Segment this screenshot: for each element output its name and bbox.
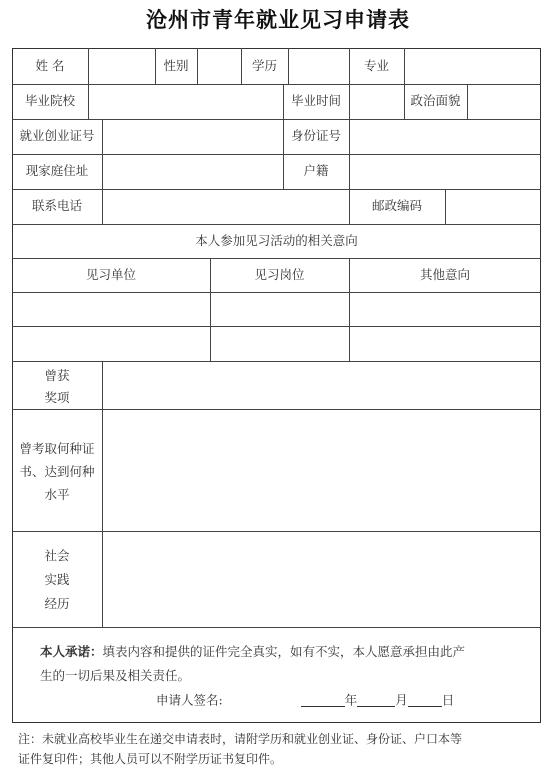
col-divider xyxy=(349,84,350,119)
col-divider xyxy=(404,48,405,84)
label-gender: 性别 xyxy=(163,58,189,73)
label-household: 户籍 xyxy=(303,163,329,178)
column-internship-post: 见习岗位 xyxy=(254,267,305,282)
label-political-status: 政治面貌 xyxy=(410,93,461,108)
col-divider xyxy=(102,361,103,627)
label-home-address: 现家庭住址 xyxy=(25,163,89,178)
day-label: 日 xyxy=(441,692,455,708)
pledge-text-line2: 生的一切后果及相关责任。 xyxy=(40,668,191,683)
label-awards-line2: 奖项 xyxy=(44,390,70,405)
row-divider xyxy=(12,119,541,120)
label-grad-time: 毕业时间 xyxy=(290,93,341,108)
footnote-line2: 证件复印件；其他人员可以不附学历证书复印件。 xyxy=(18,752,283,766)
row-divider xyxy=(12,627,541,628)
pledge-text-1: 填表内容和提供的证件完全真实，如有不实，本人愿意承担由此产 xyxy=(102,644,466,659)
label-id-number: 身份证号 xyxy=(290,128,341,143)
intent-header: 本人参加见习活动的相关意向 xyxy=(195,233,358,248)
col-divider xyxy=(467,84,468,119)
row-divider xyxy=(12,258,541,259)
column-internship-unit: 见习单位 xyxy=(85,267,136,282)
col-divider xyxy=(288,48,289,84)
label-awards-line1: 曾获 xyxy=(44,368,70,383)
label-certificates-line3: 水平 xyxy=(44,487,70,502)
label-social-line1: 社会 xyxy=(44,548,70,563)
col-divider xyxy=(88,84,89,119)
signature-row xyxy=(156,694,454,707)
signature-label: 申请人签名: xyxy=(156,692,223,708)
label-phone: 联系电话 xyxy=(31,198,82,213)
row-divider xyxy=(12,154,541,155)
year-label: 年 xyxy=(344,692,358,708)
label-education: 学历 xyxy=(251,58,277,73)
row-divider xyxy=(12,224,541,225)
column-other-intent: 其他意向 xyxy=(419,267,470,282)
month-label: 月 xyxy=(395,692,408,708)
row-divider xyxy=(12,84,541,85)
col-divider xyxy=(88,48,89,84)
footnote xyxy=(18,729,548,769)
col-divider xyxy=(102,119,103,154)
day-blank[interactable] xyxy=(408,694,442,707)
col-divider xyxy=(102,154,103,189)
col-divider xyxy=(445,189,446,224)
label-social-line3: 经历 xyxy=(44,596,70,611)
label-name: 姓 名 xyxy=(35,58,65,73)
month-blank[interactable] xyxy=(357,694,395,707)
row-divider xyxy=(12,531,541,532)
row-divider xyxy=(12,326,541,327)
row-divider xyxy=(12,409,541,410)
label-school: 毕业院校 xyxy=(24,93,75,108)
footnote-line1: 注：未就业高校毕业生在递交申请表时，请附学历和就业创业证、身份证、户口本等 xyxy=(18,732,463,746)
label-postcode: 邮政编码 xyxy=(371,198,422,213)
label-social-line2: 实践 xyxy=(44,572,70,587)
row-divider xyxy=(12,292,541,293)
col-divider xyxy=(349,119,350,154)
pledge-label: 本人承诺： xyxy=(40,644,103,659)
row-divider xyxy=(12,189,541,190)
application-form-table xyxy=(12,48,541,723)
form-title: 沧州市青年就业见习申请表 xyxy=(146,7,410,32)
label-certificates-line1: 曾考取何种证 xyxy=(19,441,95,456)
col-divider xyxy=(349,154,350,189)
year-blank[interactable] xyxy=(301,694,345,707)
label-certificates-line2: 书、达到何种 xyxy=(19,464,95,479)
label-major: 专业 xyxy=(363,58,389,73)
col-divider xyxy=(102,189,103,224)
row-divider xyxy=(12,361,541,362)
pledge-text-line1 xyxy=(40,646,465,659)
label-employment-cert: 就业创业证号 xyxy=(19,128,95,143)
col-divider xyxy=(197,48,198,84)
